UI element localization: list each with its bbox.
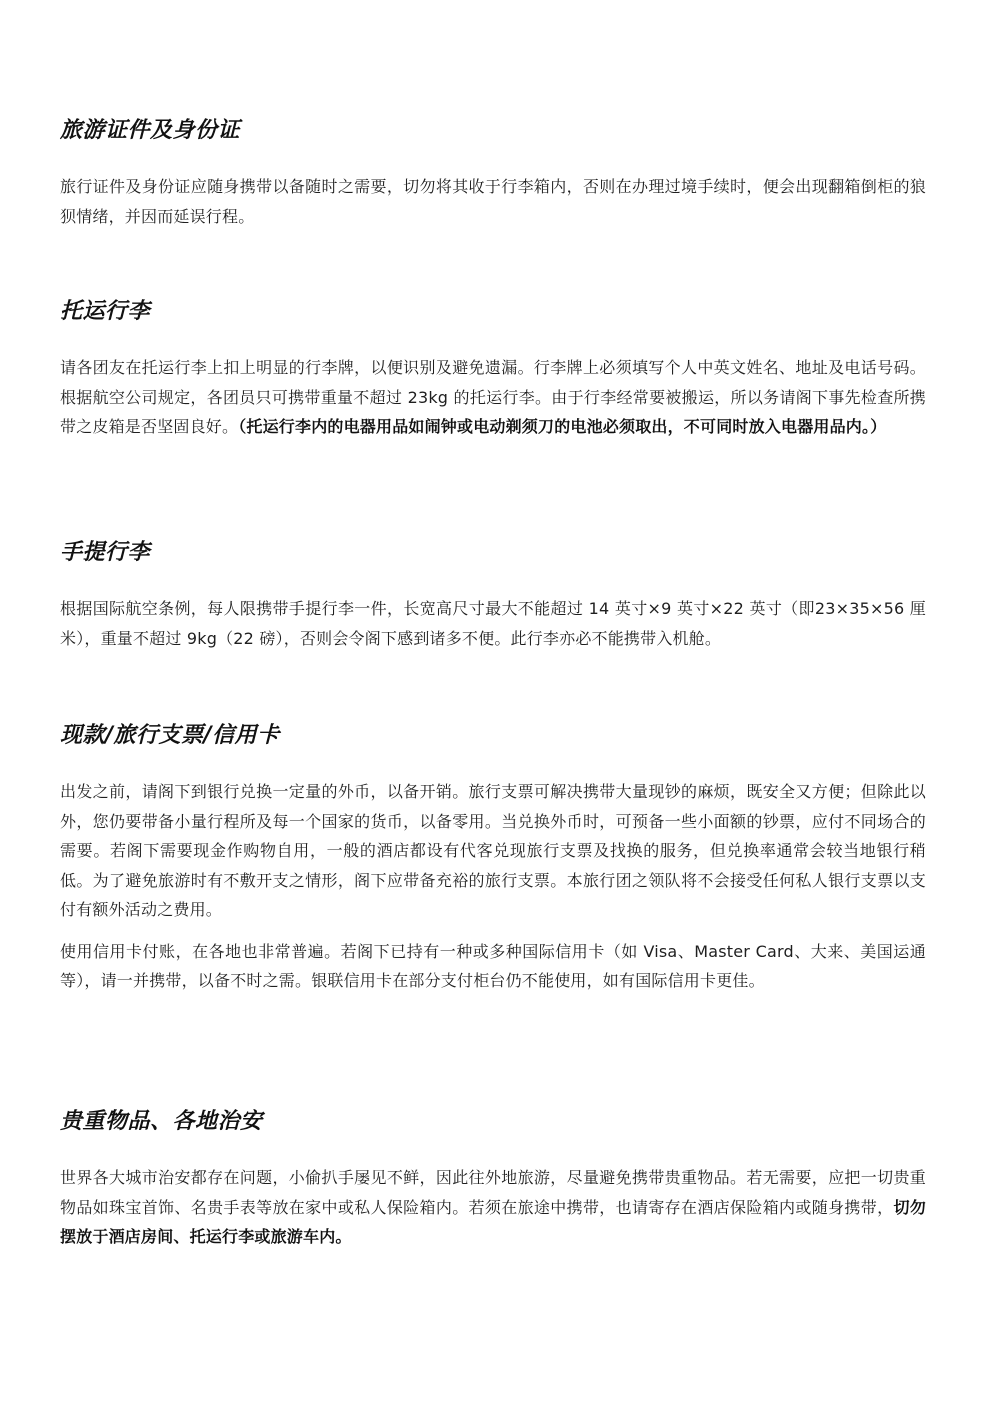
section-valuables: [60, 1106, 926, 1252]
section-paragraph: [60, 353, 926, 442]
section-paragraph: 使用信用卡付账，在各地也非常普遍。若阁下已持有一种或多种国际信用卡（如 Visa、Master Card、大来、美国运通等），请一并携带，以备不时之需。银联信用卡在部分支付柜台仍不能使用，如有国际信用卡更佳。: [60, 941, 926, 990]
section-paragraph: 出发之前，请阁下到银行兑换一定量的外币，以备开销。旅行支票可解决携带大量现钞的麻烦，既安全又方便；但除此以外，您仍要带备小量行程所及每一个国家的货币，以备零用。当兑换外币时，可预备一些小面额的钞票，应付不同场合的需要。若阁下需要现金作购物自用，一般的酒店都设有代客兑现旅行支票及找换的服务，但兑换率通常会较当地银行稍低。为了避免旅游时有不敷开支之情形，阁下应带备充裕的旅行支票。本旅行团之领队将不会接受任何私人银行支票以支付有额外活动之费用。: [60, 782, 926, 919]
section-money: [60, 720, 926, 996]
paragraph-text: 请各团友在托运行李上扣上明显的行李牌，以便识别及避免遗漏。行李牌上必须填写个人中英文姓名、地址及电话号码。根据航空公司规定，各团员只可携带重量不超过 23kg 的托运行李。由于行李经常要被搬运，所以务请阁下事先检查所携带之皮箱是否坚固良好。: [60, 358, 926, 436]
section-checked-luggage: [60, 296, 926, 442]
section-heading: 手提行李: [60, 540, 151, 565]
section-paragraph: [60, 1163, 926, 1252]
paragraph-bold-note: （托运行李内的电器用品如闹钟或电动剃须刀的电池必须取出，不可同时放入电器用品内。）: [238, 417, 887, 436]
section-paragraph: 根据国际航空条例，每人限携带手提行李一件，长宽高尺寸最大不能超过 14 英寸×9 英寸×22 英寸（即23×35×56 厘米），重量不超过 9kg（22 磅），否则会令阁下感到诸多不便。此行李亦必不能携带入机舱。: [60, 599, 926, 648]
section-heading: 旅游证件及身份证: [60, 118, 241, 143]
paragraph-text: 世界各大城市治安都存在问题，小偷扒手屡见不鲜，因此往外地旅游，尽量避免携带贵重物品。若无需要，应把一切贵重物品如珠宝首饰、名贵手表等放在家中或私人保险箱内。若须在旅途中携带，也请寄存在酒店保险箱内或随身携带，: [60, 1168, 926, 1217]
section-heading: 托运行李: [60, 299, 151, 324]
paragraph-bold-note: 切勿摆放于酒店房间、托运行李或旅游车内。: [60, 1197, 926, 1246]
section-heading: 贵重物品、各地治安: [60, 1109, 263, 1134]
section-paragraph: 旅行证件及身份证应随身携带以备随时之需要，切勿将其收于行李箱内，否则在办理过境手续时，便会出现翻箱倒柜的狼狈情绪，并因而延误行程。: [60, 177, 926, 226]
section-travel-documents: [60, 115, 926, 231]
section-hand-luggage: [60, 537, 926, 653]
section-heading: 现款/旅行支票/信用卡: [60, 723, 280, 748]
